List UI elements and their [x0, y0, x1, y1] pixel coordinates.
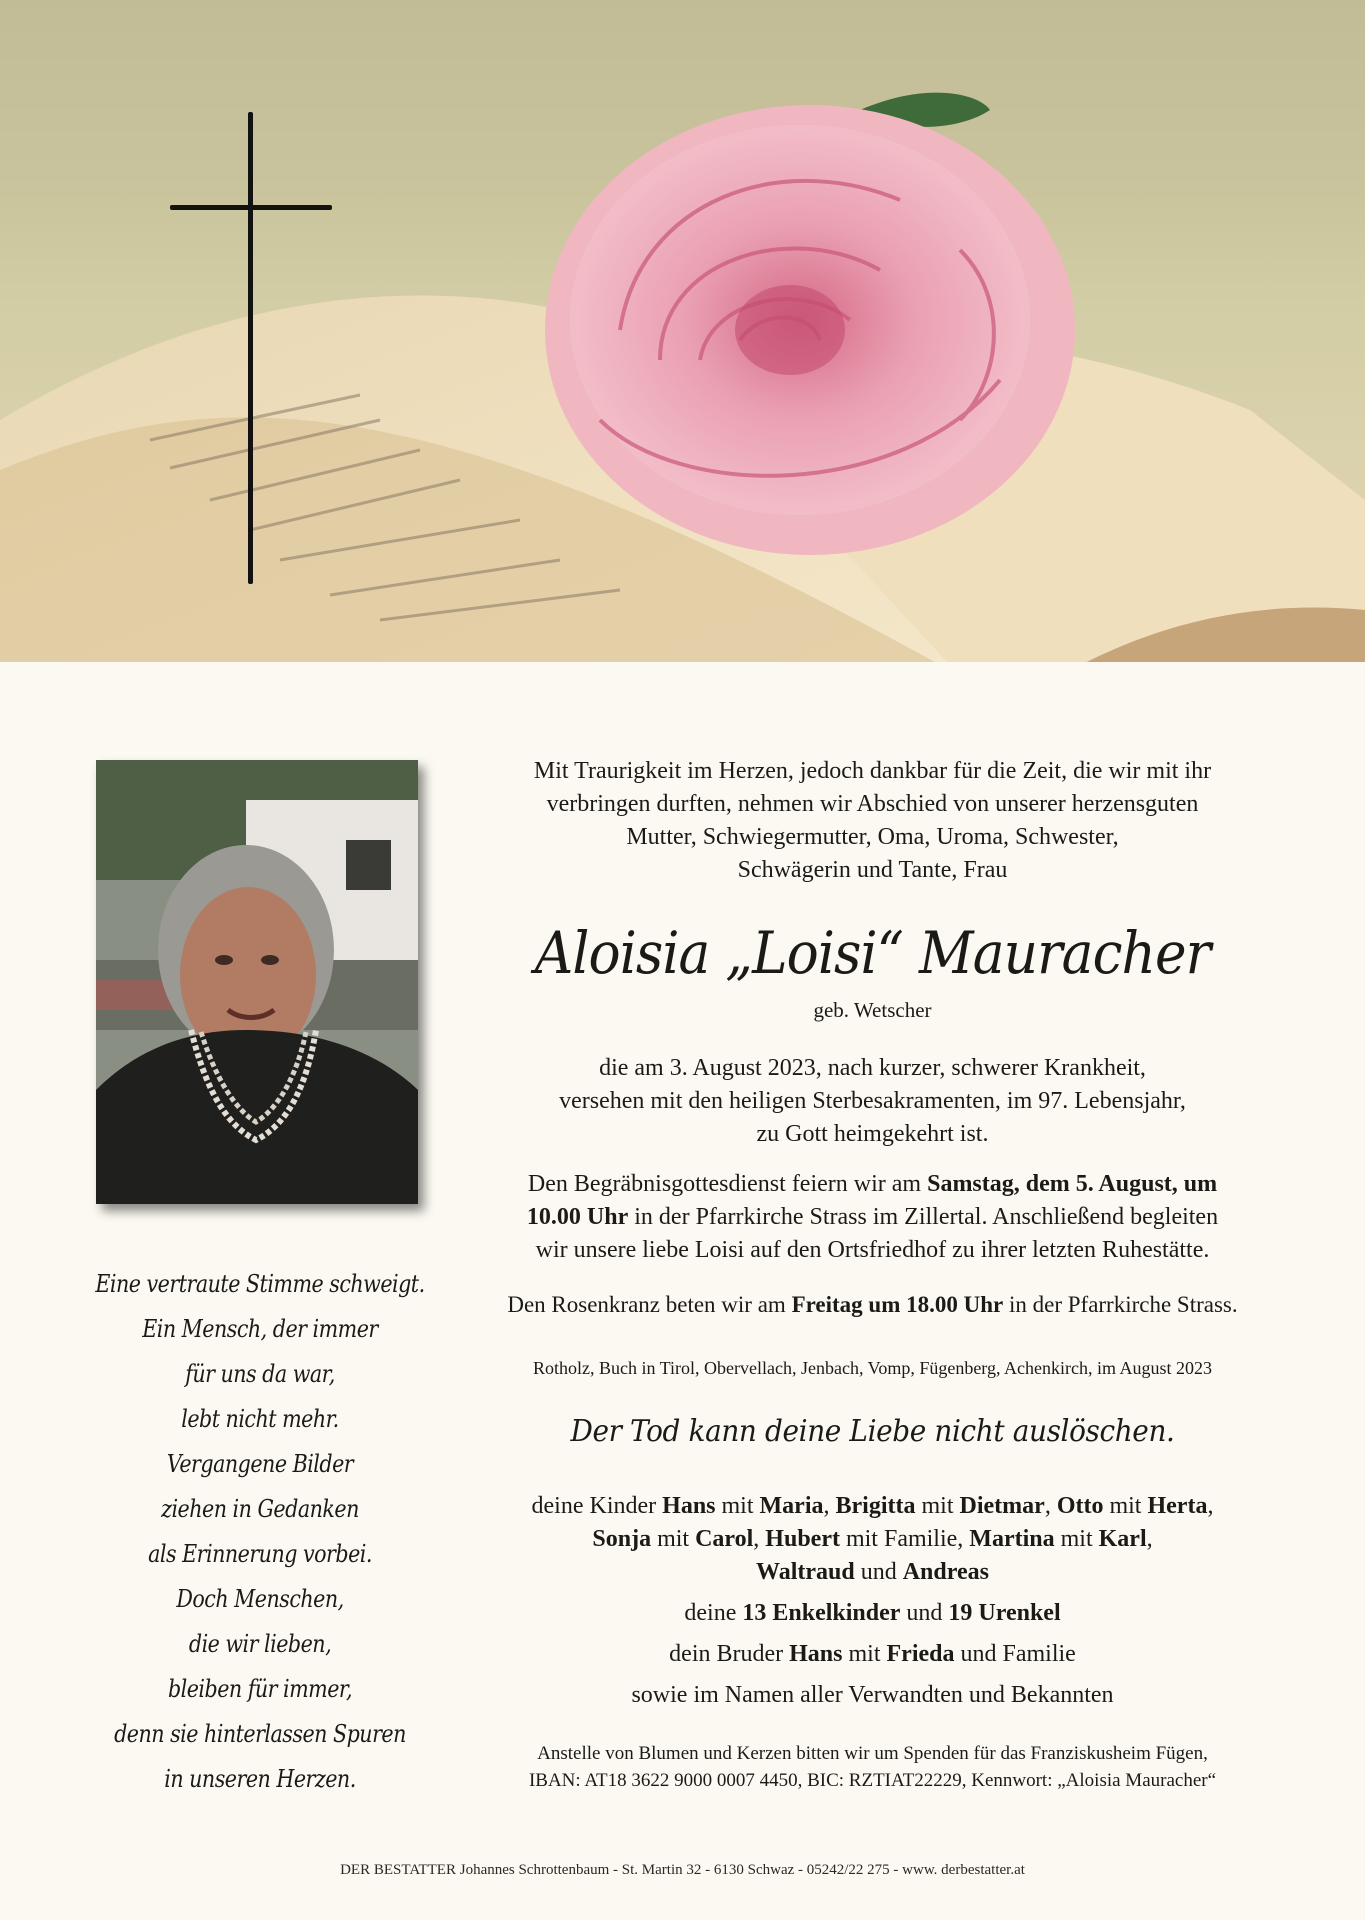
funeral-text: in der Pfarrkirche Strass im Zillertal. Anschließend begleiten	[628, 1204, 1219, 1230]
family-name: Hans	[662, 1493, 716, 1519]
family-text: und	[900, 1600, 949, 1626]
children-line-2: Sonja mit Carol, Hubert mit Familie, Martina mit Karl,	[592, 1526, 1153, 1552]
funeral-time: 10.00 Uhr	[526, 1204, 629, 1230]
poem-line: in unseren Herzen.	[164, 1765, 356, 1793]
family-name: Frieda	[886, 1641, 955, 1667]
poem-line: bleiben für immer,	[167, 1675, 353, 1703]
donation-line: Anstelle von Blumen und Kerzen bitten wir um Spenden für das Franziskusheim Fügen,	[537, 1743, 1208, 1764]
family-text: mit	[842, 1641, 887, 1667]
birth-name: geb. Wetscher	[813, 998, 932, 1022]
family-name: Waltraud	[756, 1559, 855, 1585]
family-text: ,	[1044, 1493, 1057, 1519]
poem-line: für uns da war,	[185, 1360, 335, 1388]
poem-line: Vergangene Bilder	[166, 1450, 354, 1478]
rosary-text: Den Rosenkranz beten wir am	[507, 1292, 792, 1317]
family-name: Carol	[695, 1526, 754, 1552]
portrait-photo	[96, 760, 418, 1204]
funeral-line-1	[465, 1168, 1280, 1201]
family-text: deine Kinder	[531, 1493, 663, 1519]
family-text: mit	[1054, 1526, 1099, 1552]
funeral-date: Samstag, dem 5. August, um	[927, 1171, 1218, 1197]
poem-line: lebt nicht mehr.	[181, 1405, 339, 1433]
donation-request	[465, 1740, 1280, 1794]
children-line-1: deine Kinder Hans mit Maria, Brigitta mit Dietmar, Otto mit Herta,	[531, 1493, 1214, 1519]
family-name: Hans	[789, 1641, 843, 1667]
family-text: dein Bruder	[669, 1641, 790, 1667]
grandchildren-line	[465, 1597, 1280, 1630]
poem-line: Ein Mensch, der immer	[142, 1315, 378, 1343]
family-name: Maria	[759, 1493, 824, 1519]
intro-line: Mutter, Schwiegermutter, Oma, Uroma, Schwester,	[626, 824, 1119, 850]
brother-line	[465, 1638, 1280, 1671]
family-text: mit	[651, 1526, 696, 1552]
cross-horizontal-bar	[170, 205, 332, 210]
cross-icon	[170, 112, 332, 584]
deceased-name: Aloisia „Loisi“ Mauracher	[534, 919, 1211, 987]
family-name: 13 Enkelkinder	[742, 1600, 901, 1626]
cross-vertical-bar	[248, 112, 253, 584]
family-text: mit Familie,	[839, 1526, 970, 1552]
family-name: 19 Urenkel	[948, 1600, 1061, 1626]
family-name: Martina	[969, 1526, 1055, 1552]
family-text: ,	[753, 1526, 766, 1552]
rosary-time: Freitag um 18.00 Uhr	[791, 1292, 1004, 1317]
children-line-3	[465, 1556, 1280, 1589]
intro-line: Schwägerin und Tante, Frau	[737, 857, 1008, 883]
funeral-text: Den Begräbnisgottesdienst feiern wir am	[527, 1171, 928, 1197]
donation-bank-details: IBAN: AT18 3622 9000 0007 4450, BIC: RZTIAT22229, Kennwort: „Aloisia Mauracher“	[528, 1770, 1217, 1791]
poem-line: Doch Menschen,	[176, 1585, 344, 1613]
family-name: Karl	[1098, 1526, 1147, 1552]
family-name: Herta	[1147, 1493, 1208, 1519]
family-name: Sonja	[592, 1526, 652, 1552]
family-text: ,	[823, 1493, 836, 1519]
family-text: und Familie	[954, 1641, 1076, 1667]
intro-line: Mit Traurigkeit im Herzen, jedoch dankbar für die Zeit, die wir mit ihr	[533, 758, 1212, 784]
funeral-line-2	[465, 1201, 1280, 1234]
places-date: Rotholz, Buch in Tirol, Obervellach, Jenbach, Vomp, Fügenberg, Achenkirch, im August 2023	[533, 1358, 1212, 1378]
death-line: versehen mit den heiligen Sterbesakramenten, im 97. Lebensjahr,	[559, 1088, 1186, 1114]
death-line: die am 3. August 2023, nach kurzer, schwerer Krankheit,	[599, 1055, 1146, 1081]
family-name: Brigitta	[835, 1493, 916, 1519]
family-name: Hubert	[765, 1526, 840, 1552]
family-text: mit	[1103, 1493, 1148, 1519]
poem-line: Eine vertraute Stimme schweigt.	[95, 1270, 425, 1298]
poem-line: denn sie hinterlassen Spuren	[114, 1720, 406, 1748]
undertaker-footer: DER BESTATTER Johannes Schrottenbaum - St. Martin 32 - 6130 Schwaz - 05242/22 275 - www. derbestatter.at	[340, 1862, 1025, 1878]
funeral-notice	[465, 1168, 1280, 1267]
family-text: deine	[684, 1600, 743, 1626]
family-text: mit	[915, 1493, 960, 1519]
death-notice	[465, 1052, 1280, 1151]
funeral-line-3: wir unsere liebe Loisi auf den Ortsfriedhof zu ihrer letzten Ruhestätte.	[535, 1237, 1210, 1263]
family-text: mit	[715, 1493, 760, 1519]
intro-text	[465, 755, 1280, 887]
family-text: und	[854, 1559, 903, 1585]
poem-line: die wir lieben,	[188, 1630, 332, 1658]
memorial-quote: Der Tod kann deine Liebe nicht auslöschen.	[570, 1414, 1175, 1449]
rosary-notice	[465, 1289, 1280, 1321]
relatives-line: sowie im Namen aller Verwandten und Bekannten	[631, 1682, 1114, 1708]
memorial-poem	[88, 1262, 432, 1802]
family-name: Andreas	[902, 1559, 989, 1585]
mourning-family	[465, 1490, 1280, 1712]
poem-line: ziehen in Gedanken	[161, 1495, 359, 1523]
poem-line: als Erinnerung vorbei.	[148, 1540, 372, 1568]
rosary-text: in der Pfarrkirche Strass.	[1003, 1292, 1238, 1317]
death-line: zu Gott heimgekehrt ist.	[756, 1121, 989, 1147]
intro-line: verbringen durften, nehmen wir Abschied von unserer herzensguten	[546, 791, 1199, 817]
family-name: Dietmar	[959, 1493, 1045, 1519]
family-name: Otto	[1056, 1493, 1104, 1519]
